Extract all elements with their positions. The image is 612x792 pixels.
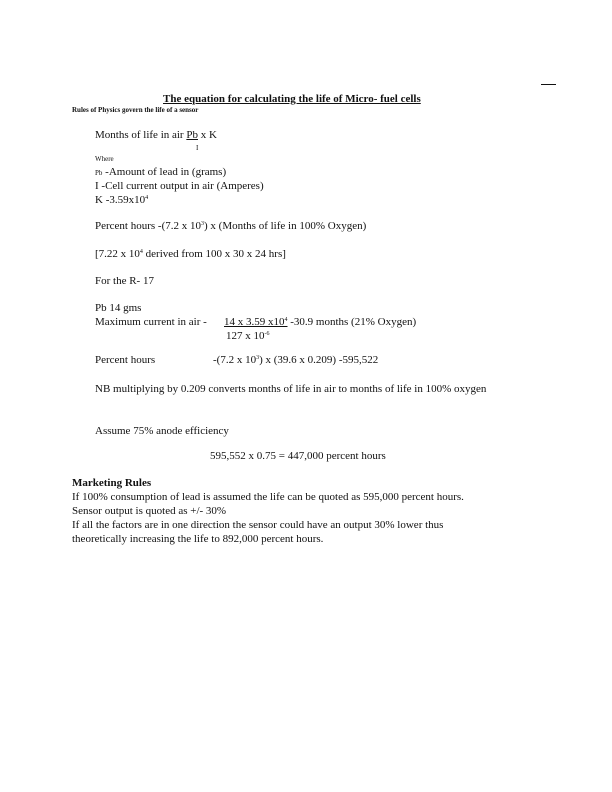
percent-hours-post: ) x (Months of life in 100% Oxygen) [204, 220, 367, 232]
corner-mark [541, 84, 556, 85]
definition-symbol: K [95, 194, 103, 206]
derivation-pre: [7.22 x 10 [95, 248, 140, 260]
formula-line [95, 129, 217, 141]
definition-exp: 4 [145, 195, 149, 201]
max-current-denominator: 127 x $10^{-6}$ [226, 330, 270, 342]
definition-k [95, 194, 148, 206]
derivation-note [95, 248, 286, 260]
assumption: Assume 75% anode efficiency [95, 425, 229, 437]
final-calculation: 595,552 x 0.75 = 447,000 percent hours [210, 450, 386, 462]
example-pb: Pb 14 gms [95, 302, 142, 314]
example-heading: For the R- 17 [95, 275, 154, 287]
formula-lhs: Months of life in air [95, 129, 184, 141]
marketing-line: If all the factors are in one direction the sensor could have an output 30% lower thus [72, 519, 444, 531]
marketing-line: Sensor output is quoted as +/- 30% [72, 505, 227, 517]
definition-text: -Amount of lead in (grams) [105, 166, 227, 178]
numerator-result: -30.9 months (21% Oxygen) [287, 316, 417, 328]
formula-operator: x K [200, 129, 217, 141]
max-current-label: Maximum current in air - [95, 316, 207, 328]
page-title: The equation for calculating the life of Micro- fuel cells [163, 93, 421, 105]
page-subtitle: Rules of Physics govern the life of a sensor [72, 106, 199, 114]
marketing-heading: Marketing Rules [72, 477, 152, 489]
where-label: Where [95, 155, 114, 163]
definition-text: -Cell current output in air (Amperes) [101, 180, 264, 192]
definition-i [95, 180, 264, 192]
definition-symbol: I [95, 180, 99, 192]
definition-text: -3.59x10 [105, 194, 146, 206]
percent-hours-exp: 3 [201, 221, 205, 227]
formula-numerator: Pb [186, 129, 198, 141]
percent-hours-pre: Percent hours -(7.2 x 10 [95, 220, 202, 232]
numerator-expression: 14 x 3.59 $x10^4$ [224, 316, 288, 328]
formula-denominator: I [196, 144, 199, 152]
marketing-line: theoretically increasing the life to 892,000 percent hours. [72, 533, 324, 545]
derivation-exp: 4 [139, 249, 143, 255]
definition-symbol: Pb [95, 169, 103, 177]
marketing-line: If 100% consumption of lead is assumed the life can be quoted as 595,000 percent hours. [72, 491, 464, 503]
derivation-post: derived from 100 x 30 x 24 hrs] [142, 248, 286, 260]
percent-hours-label: Percent hours [95, 354, 156, 366]
max-current-numerator [224, 316, 416, 328]
percent-hours-calc: -(7.2 x $10^3$) x (39.6 x 0.209) -595,522 [213, 354, 379, 366]
definition-pb [95, 166, 226, 178]
percent-hours-formula [95, 220, 366, 232]
nb-note: NB multiplying by 0.209 converts months of life in air to months of life in 100% oxygen [95, 383, 487, 395]
